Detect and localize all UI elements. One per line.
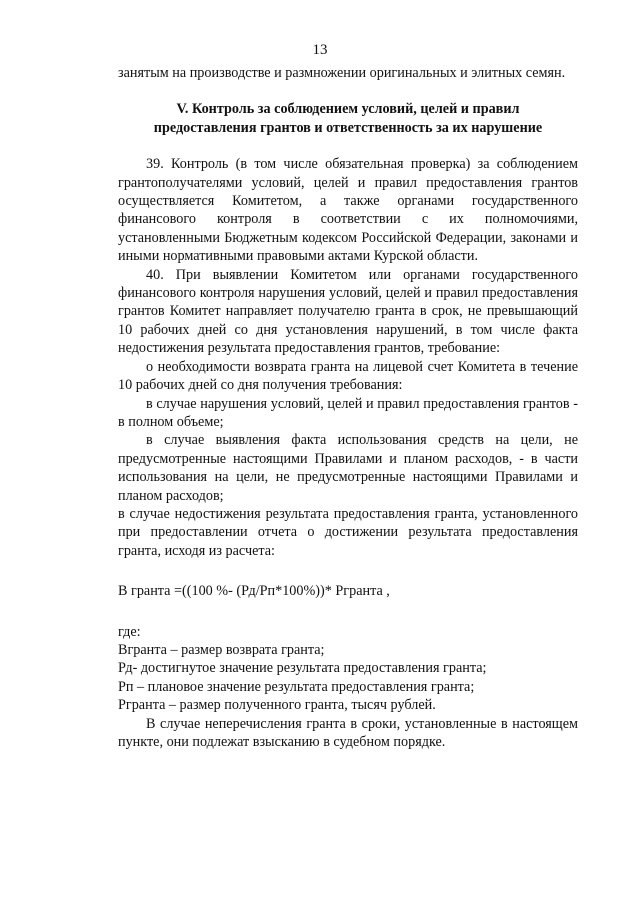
document-body bbox=[118, 64, 578, 751]
paragraph-40: 40. При выявлении Комитетом или органами государственного финансового контроля нарушения условий, целей и правил предоставления грантов Комитет направляет получателю гранта в срок, не превышающий 10 рабочих дней со дня установления нарушений, в том числе факта недостижения результата предоставления грантов, требование: bbox=[118, 266, 578, 357]
paragraph-39: 39. Контроль (в том числе обязательная проверка) за соблюдением грантополучателями условий, целей и правил предоставления грантов осуществляется Комитетом, а также органами государственного финансового контроля в соответствии с их полномочиями, установленными Бюджетным кодексом Российской Федерации, законами и иными нормативными правовыми актами Курской области. bbox=[118, 156, 578, 265]
requirement-misuse: в случае выявления факта использования средств на цели, не предусмотренные настоящими Правилами и планом расходов, - в части использования на цели, не предусмотренные настоящими Правилами и планом расходов; bbox=[118, 432, 578, 504]
definition-line: Вгранта – размер возврата гранта; bbox=[118, 641, 325, 658]
closing-paragraph: В случае неперечисления гранта в сроки, установленные в настоящем пункте, они подлежат взысканию в судебном порядке. bbox=[118, 715, 578, 750]
definition-line: Ргранта – размер полученного гранта, тысяч рублей. bbox=[118, 697, 436, 714]
section-title-line-1: V. Контроль за соблюдением условий, целей и правил bbox=[176, 101, 520, 118]
page-number: 13 bbox=[312, 42, 328, 58]
definition-line: Рд- достигнутое значение результата предоставления гранта; bbox=[118, 660, 487, 677]
return-formula: В гранта =((100 %- (Рд/Рп*100%))* Ргранта , bbox=[118, 583, 390, 600]
requirement-return: о необходимости возврата гранта на лицевой счет Комитета в течение 10 рабочих дней со дня получения требования: bbox=[118, 358, 578, 394]
intro-line: занятым на производстве и размножении оригинальных и элитных семян. bbox=[118, 65, 566, 81]
section-heading bbox=[118, 100, 578, 137]
requirement-violation: в случае нарушения условий, целей и правил предоставления грантов - в полном объеме; bbox=[118, 395, 578, 430]
section-title-line-2: предоставления грантов и ответственность за их нарушение bbox=[153, 119, 543, 136]
where-label: где: bbox=[118, 623, 141, 640]
requirement-not-achieved: в случае недостижения результата предоставления гранта, установленного при предоставлении отчета о достижении результата предоставления гранта, исходя из расчета: bbox=[118, 505, 578, 559]
definition-line: Рп – плановое значение результата предоставления гранта; bbox=[118, 678, 475, 695]
